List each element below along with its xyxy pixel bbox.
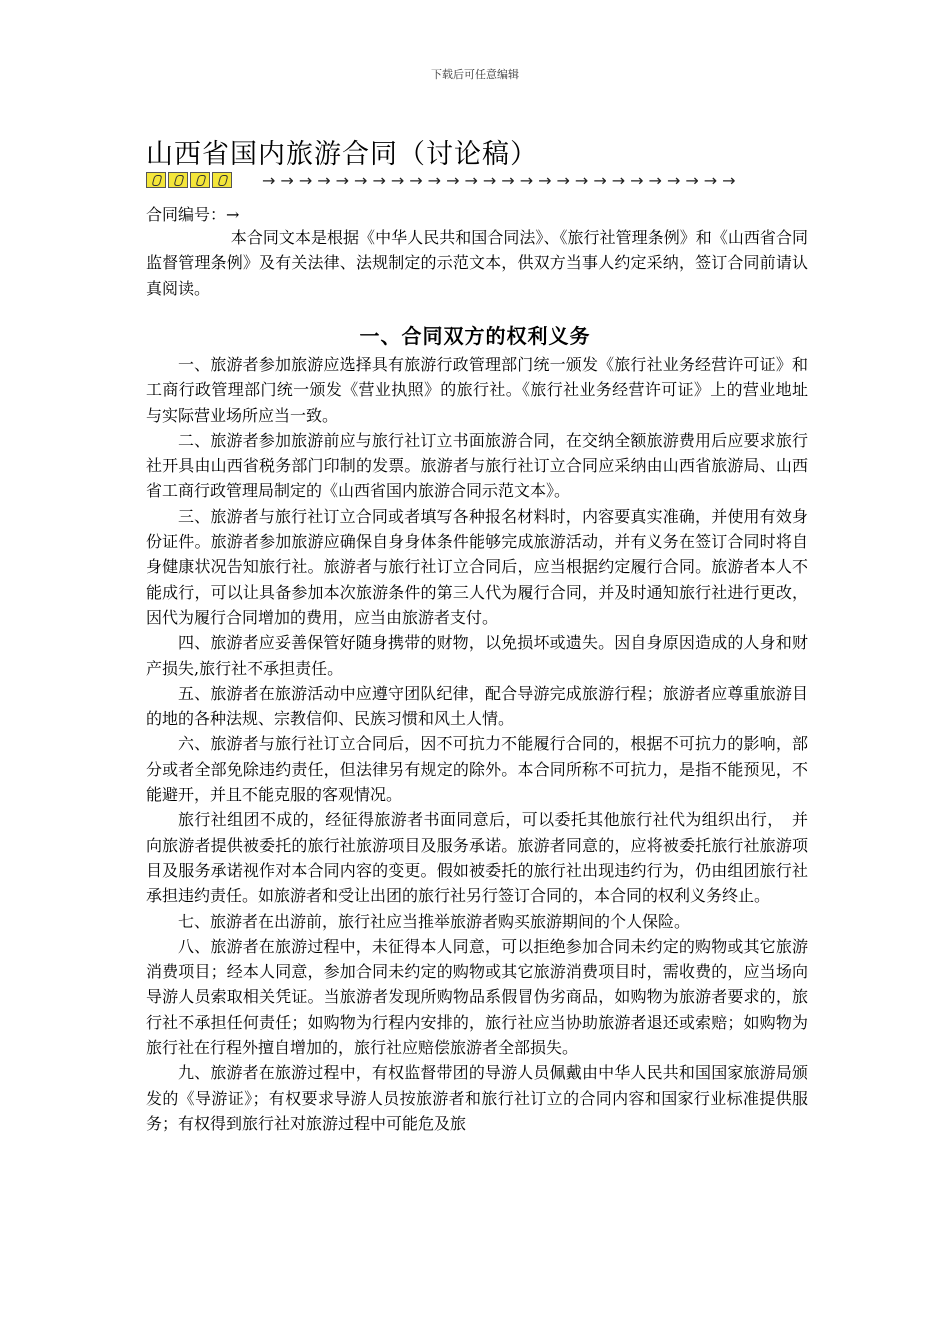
decor-icons [146, 172, 232, 188]
document-title: 山西省国内旅游合同（讨论稿） [146, 139, 538, 170]
paragraph-8: 八、旅游者在旅游过程中，未征得本人同意，可以拒绝参加合同未约定的购物或其它旅游消费项目；经本人同意，参加合同未约定的购物或其它旅游消费项目时，需收费的，应当场向导游人员索取相关凭证。当旅游者发现所购物品系假冒伪劣商品，如购物为旅游者要求的，旅行社不承担任何责任；如购物为行程内安排的，旅行社应当协助旅游者退还或索赔；如购物为旅行社在行程外擅自增加的，旅行社应赔偿旅游者全部损失。 [146, 936, 808, 1058]
intro-block [146, 225, 808, 301]
paragraph-6-continued: 旅行社组团不成的，经征得旅游者书面同意后，可以委托其他旅行社代为组织出行， 并向旅游者提供被委托的旅行社旅游项目及服务承诺。旅游者同意的，应将被委托旅行社旅游项目及服务承诺视作对本合同内容的变更。假如被委托的旅行社出现违约行为，仍由组团旅行社承担违约责任。如旅游者和受让出团的旅行社另行签订合同的，本合同的权利义务终止。 [146, 810, 808, 906]
paragraph-1: 一、旅游者参加旅游应选择具有旅游行政管理部门统一颁发《旅行社业务经营许可证》和工商行政管理部门统一颁发《营业执照》的旅行社。《旅行社业务经营许可证》上的营业地址与实际营业场所应当一致。 [146, 355, 808, 425]
paragraph-3: 三、旅游者与旅行社订立合同或者填写各种报名材料时，内容要真实准确，并使用有效身份证件。旅游者参加旅游应确保自身身体条件能够完成旅游活动，并有义务在签订合同时将自身健康状况告知旅行社。旅游者与旅行社订立合同后，应当根据约定履行合同。旅游者本人不能成行，可以让具备参加本次旅游条件的第三人代为履行合同，并及时通知旅行社进行更改，因代为履行合同增加的费用，应当由旅游者支付。 [146, 506, 808, 627]
intro-paragraph: 本合同文本是根据《中华人民共和国合同法》、《旅行社管理条例》和《山西省合同监督管理条例》及有关法律、法规制定的示范文本，供双方当事人约定采纳，签订合同前请认真阅读。 [146, 228, 808, 298]
pencil-icon [212, 172, 232, 188]
pencil-icon [168, 172, 188, 188]
body-text [146, 352, 808, 1136]
paragraph-4: 四、旅游者应妥善保管好随身携带的财物，以免损坏或遗失。因自身原因造成的人身和财产损失,旅行社不承担责任。 [146, 633, 808, 678]
section-heading: 一、合同双方的权利义务 [359, 324, 591, 348]
paragraph-2: 二、旅游者参加旅游前应与旅行社订立书面旅游合同，在交纳全额旅游费用后应要求旅行社开具由山西省税务部门印制的发票。旅游者与旅行社订立合同应采纳由山西省旅游局、山西省工商行政管理局制定的《山西省国内旅游合同示范文本》。 [146, 430, 808, 501]
decor-row [146, 172, 806, 192]
contract-number-label: 合同编号：→ [146, 205, 240, 224]
header-note: 下载后可任意编辑 [431, 68, 519, 81]
pencil-icon [190, 172, 210, 188]
paragraph-5: 五、旅游者在旅游活动中应遵守团队纪律，配合导游完成旅游行程；旅游者应尊重旅游目的地的各种法规、宗教信仰、民族习惯和风土人情。 [146, 683, 808, 729]
paragraph-9: 九、旅游者在旅游过程中，有权监督带团的导游人员佩戴由中华人民共和国国家旅游局颁发的《导游证》；有权要求导游人员按旅游者和旅行社订立的合同内容和国家行业标准提供服务；有权得到旅行社对旅游过程中可能危及旅 [146, 1063, 808, 1133]
paragraph-6: 六、旅游者与旅行社订立合同后，因不可抗力不能履行合同的，根据不可抗力的影响，部分或者全部免除违约责任，但法律另有规定的除外。本合同所称不可抗力，是指不能预见，不能避开，并且不能克服的客观情况。 [146, 734, 808, 805]
paragraph-7: 七、旅游者在出游前，旅行社应当推举旅游者购买旅游期间的个人保险。 [178, 911, 691, 931]
pencil-icon [146, 172, 166, 188]
arrow-rule: →→→→→→→→→→→→→→→→→→→→→→→→→→ [262, 171, 741, 190]
